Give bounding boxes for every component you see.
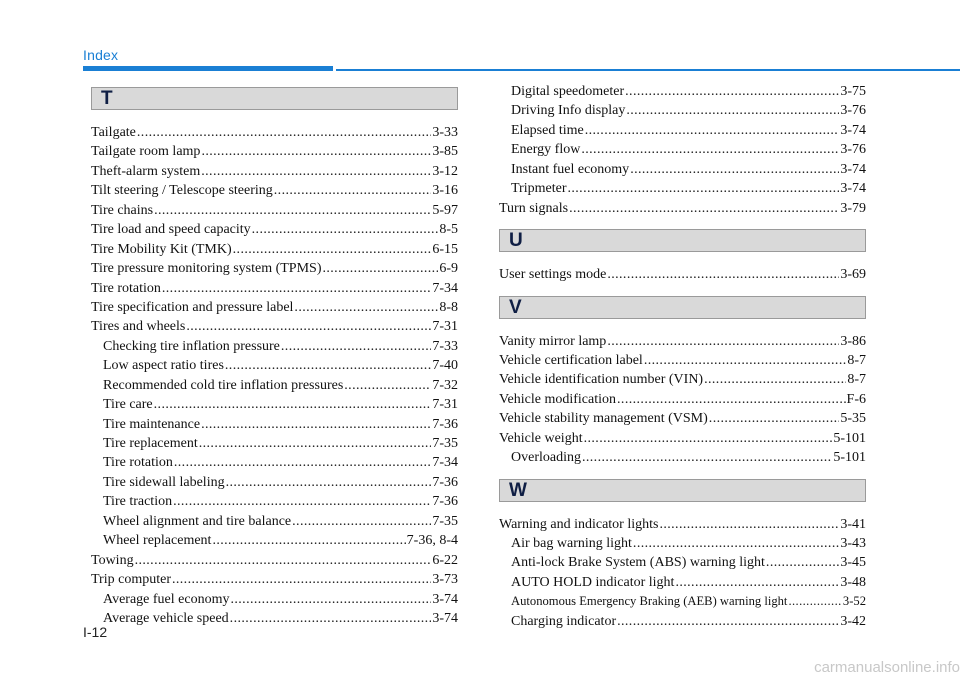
entry-term: Tripmeter — [511, 181, 567, 197]
dot-leader — [233, 240, 432, 259]
index-entry — [91, 609, 458, 628]
entry-page-ref: 3-74 — [432, 591, 458, 607]
dot-leader — [567, 179, 839, 198]
section-header-u — [499, 229, 866, 252]
entry-term: Tire chains — [91, 202, 154, 218]
index-entry — [499, 82, 866, 101]
index-entry — [91, 220, 458, 239]
dot-leader — [607, 265, 839, 284]
entry-page-ref: F-6 — [846, 391, 866, 407]
index-entry — [91, 240, 458, 259]
index-entry — [91, 181, 458, 200]
section-letter: T — [101, 88, 113, 109]
dot-leader — [584, 429, 833, 448]
entry-term: Vehicle certification label — [499, 352, 643, 368]
entry-term: Vehicle weight — [499, 430, 583, 446]
page-header-title: Index — [83, 47, 119, 63]
dot-leader — [581, 140, 839, 159]
entry-page-ref: 6-9 — [439, 261, 458, 277]
entry-term: Wheel replacement — [103, 533, 212, 549]
dot-leader — [569, 199, 839, 218]
entry-page-ref: 3-48 — [840, 574, 866, 590]
index-entry — [91, 395, 458, 414]
entry-page-ref: 7-40 — [432, 358, 458, 374]
entry-page-ref: 7-35 — [432, 513, 458, 529]
entry-page-ref: 8-5 — [439, 222, 458, 238]
entry-term: Energy flow — [511, 142, 581, 158]
entry-page-ref: 7-31 — [432, 319, 458, 335]
entry-term: Tire care — [103, 397, 153, 413]
entry-page-ref: 3-43 — [840, 536, 866, 551]
entry-page-ref: 7-32 — [432, 377, 458, 393]
index-entry — [499, 390, 866, 409]
dot-leader — [709, 409, 840, 428]
dot-leader — [226, 473, 432, 492]
index-entry — [499, 409, 866, 428]
entry-term: Low aspect ratio tires — [103, 358, 224, 374]
entry-term: Instant fuel economy — [511, 161, 630, 177]
entry-page-ref: 3-86 — [840, 333, 866, 349]
index-entry — [499, 515, 866, 534]
index-entry — [499, 101, 866, 120]
entry-term: AUTO HOLD indicator light — [511, 574, 675, 590]
index-entry — [91, 453, 458, 472]
dot-leader — [173, 492, 431, 511]
entry-term: Average vehicle speed — [103, 610, 229, 626]
dot-leader — [644, 351, 847, 370]
entry-page-ref: 7-36 — [432, 494, 458, 510]
index-entry — [91, 337, 458, 356]
index-entry — [499, 140, 866, 159]
index-entry — [91, 162, 458, 181]
entry-page-ref: 7-34 — [432, 455, 458, 471]
entry-page-ref: 3-45 — [840, 555, 866, 571]
index-entry — [499, 160, 866, 179]
entry-page-ref: 3-16 — [432, 183, 458, 199]
entry-term: Autonomous Emergency Braking (AEB) warning light — [511, 594, 788, 609]
section-letter: W — [509, 479, 527, 501]
entry-page-ref: 5-97 — [432, 202, 458, 218]
entry-term: Wheel alignment and tire balance — [103, 513, 292, 529]
entry-page-ref: 7-36, 8-4 — [406, 533, 458, 549]
entry-page-ref: 8-7 — [847, 372, 866, 388]
entry-term: User settings mode — [499, 267, 607, 283]
index-entry — [499, 448, 866, 467]
entry-page-ref: 3-73 — [432, 572, 458, 588]
index-entry — [91, 473, 458, 492]
index-column-left — [91, 87, 458, 628]
entry-term: Tire sidewall labeling — [103, 474, 225, 490]
index-entry — [499, 121, 866, 140]
dot-leader — [274, 181, 432, 200]
dot-leader — [607, 332, 839, 351]
entry-page-ref: 3-42 — [840, 613, 866, 629]
entry-term: Tire traction — [103, 494, 173, 510]
entry-page-ref: 8-7 — [847, 352, 866, 368]
entry-page-ref: 3-76 — [840, 142, 866, 158]
index-entry — [499, 573, 866, 592]
entry-page-ref: 5-101 — [833, 450, 866, 466]
entry-term: Vehicle stability management (VSM) — [499, 411, 708, 427]
entry-page-ref: 3-69 — [840, 267, 866, 283]
index-entry — [91, 298, 458, 317]
index-entry — [499, 179, 866, 198]
index-entry — [499, 612, 866, 631]
entry-list — [91, 123, 458, 628]
dot-leader — [174, 453, 431, 472]
index-entry — [499, 265, 866, 284]
index-entry — [91, 434, 458, 453]
index-entry — [91, 590, 458, 609]
entry-term: Turn signals — [499, 200, 569, 216]
entry-page-ref: 6-15 — [432, 241, 458, 257]
index-entry — [91, 279, 458, 298]
index-entry — [91, 356, 458, 375]
entry-term: Theft-alarm system — [91, 163, 201, 179]
entry-list — [499, 515, 866, 632]
index-entry — [499, 592, 866, 611]
dot-leader — [625, 82, 839, 101]
entry-term: Average fuel economy — [103, 591, 230, 607]
dot-leader — [675, 573, 839, 592]
entry-term: Tire maintenance — [103, 416, 201, 432]
entry-page-ref: 3-79 — [840, 200, 866, 216]
entry-page-ref: 5-101 — [833, 430, 866, 446]
entry-term: Trip computer — [91, 572, 171, 588]
entry-page-ref: 3-52 — [842, 594, 866, 609]
entry-term: Tire Mobility Kit (TMK) — [91, 241, 232, 257]
dot-leader — [201, 142, 431, 161]
dot-leader — [292, 512, 431, 531]
index-entry — [91, 317, 458, 336]
index-entry — [499, 370, 866, 389]
dot-leader — [135, 551, 432, 570]
dot-leader — [199, 434, 432, 453]
entry-term: Charging indicator — [511, 613, 617, 629]
entry-term: Checking tire inflation pressure — [103, 338, 280, 354]
entry-page-ref: 7-36 — [432, 474, 458, 490]
dot-leader — [766, 553, 839, 572]
entry-page-ref: 6-22 — [432, 552, 458, 568]
header-rule-thin — [336, 69, 960, 71]
entry-page-ref: 8-8 — [439, 299, 458, 315]
entry-term: Towing — [91, 552, 134, 568]
entry-page-ref: 3-74 — [840, 161, 866, 177]
dot-leader — [630, 160, 839, 179]
index-entry — [91, 531, 458, 550]
dot-leader — [154, 201, 431, 220]
index-column-right — [499, 82, 866, 631]
entry-term: Tire specification and pressure label — [91, 299, 294, 315]
entry-page-ref: 7-34 — [432, 280, 458, 296]
dot-leader — [225, 356, 431, 375]
entry-list — [499, 332, 866, 468]
dot-leader — [201, 162, 431, 181]
dot-leader — [585, 121, 840, 140]
dot-leader — [172, 570, 431, 589]
dot-leader — [212, 531, 405, 550]
section-letter: U — [509, 230, 523, 252]
section-header-t — [91, 87, 458, 110]
entry-page-ref: 7-33 — [432, 338, 458, 354]
entry-term: Tire rotation — [91, 280, 161, 296]
entry-page-ref: 3-75 — [840, 84, 866, 99]
entry-term: Vehicle modification — [499, 391, 617, 407]
index-entry — [91, 415, 458, 434]
entry-term: Tires and wheels — [91, 319, 186, 335]
dot-leader — [626, 101, 839, 120]
entry-page-ref: 3-74 — [840, 122, 866, 138]
entry-term: Recommended cold tire inflation pressures — [103, 377, 344, 393]
entry-page-ref: 7-35 — [432, 436, 458, 451]
watermark: carmanualsonline.info — [814, 659, 960, 676]
entry-term: Tire replacement — [103, 436, 198, 451]
dot-leader — [322, 259, 438, 278]
entry-list — [499, 265, 866, 284]
dot-leader — [230, 609, 432, 628]
index-entry — [499, 199, 866, 218]
index-entry — [91, 259, 458, 278]
dot-leader — [230, 590, 431, 609]
dot-leader — [294, 298, 438, 317]
dot-leader — [154, 395, 432, 414]
dot-leader — [344, 376, 431, 395]
dot-leader — [659, 515, 839, 534]
index-entry — [91, 492, 458, 511]
index-entry — [91, 142, 458, 161]
entry-term: Tire load and speed capacity — [91, 222, 251, 238]
entry-page-ref: 3-76 — [840, 103, 866, 119]
index-entry — [91, 376, 458, 395]
entry-term: Air bag warning light — [511, 536, 632, 551]
entry-page-ref: 3-74 — [840, 181, 866, 197]
index-entry — [91, 201, 458, 220]
index-entry — [91, 512, 458, 531]
entry-page-ref: 5-35 — [840, 411, 866, 427]
entry-term: Tailgate — [91, 125, 136, 140]
header-rule-thick — [83, 66, 333, 71]
dot-leader — [201, 415, 431, 434]
page-number: I-12 — [83, 624, 108, 640]
entry-term: Tire rotation — [103, 455, 173, 471]
dot-leader — [186, 317, 431, 336]
section-letter: V — [509, 296, 522, 318]
dot-leader — [788, 592, 841, 611]
index-entry — [91, 123, 458, 142]
index-entry — [499, 351, 866, 370]
entry-term: Vehicle identification number (VIN) — [499, 372, 704, 388]
dot-leader — [633, 534, 839, 553]
index-entry — [91, 551, 458, 570]
dot-leader — [582, 448, 832, 467]
entry-page-ref: 3-12 — [432, 163, 458, 179]
dot-leader — [252, 220, 439, 239]
dot-leader — [617, 612, 839, 631]
entry-term: Elapsed time — [511, 122, 584, 138]
entry-term: Vanity mirror lamp — [499, 333, 607, 349]
section-header-v — [499, 296, 866, 319]
entry-term: Anti-lock Brake System (ABS) warning light — [511, 555, 765, 571]
index-entry — [499, 534, 866, 553]
entry-page-ref: 3-33 — [432, 125, 458, 140]
entry-term: Tire pressure monitoring system (TPMS) — [91, 261, 322, 277]
dot-leader — [162, 279, 431, 298]
dot-leader — [137, 123, 431, 142]
entry-list — [499, 82, 866, 218]
index-entry — [499, 332, 866, 351]
index-entry — [499, 429, 866, 448]
dot-leader — [617, 390, 846, 409]
entry-page-ref: 3-74 — [432, 610, 458, 626]
index-entry — [91, 570, 458, 589]
entry-page-ref: 7-31 — [432, 397, 458, 413]
dot-leader — [281, 337, 431, 356]
entry-term: Tailgate room lamp — [91, 144, 201, 160]
entry-term: Driving Info display — [511, 103, 626, 119]
entry-term: Warning and indicator lights — [499, 516, 659, 532]
entry-page-ref: 3-41 — [840, 516, 866, 532]
dot-leader — [704, 370, 846, 389]
entry-page-ref: 7-36 — [432, 416, 458, 432]
entry-page-ref: 3-85 — [432, 144, 458, 160]
entry-term: Digital speedometer — [511, 84, 625, 99]
section-header-w — [499, 479, 866, 502]
entry-term: Tilt steering / Telescope steering — [91, 183, 273, 199]
index-entry — [499, 553, 866, 572]
entry-term: Overloading — [511, 450, 581, 466]
